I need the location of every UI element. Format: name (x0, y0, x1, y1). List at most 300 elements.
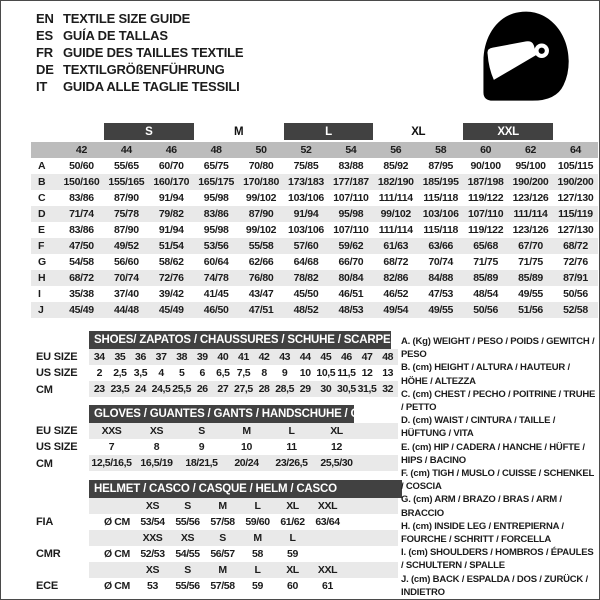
measurement-row (31, 254, 598, 270)
measurement-cell: 52/58 (563, 304, 588, 316)
measurement-cell: 95/98 (203, 224, 229, 236)
helmet-cm-cell: 55/56 (175, 580, 200, 592)
measurement-cell: 45/49 (158, 304, 184, 316)
shoe-size-cell: 10 (299, 367, 311, 379)
measurement-row (31, 206, 598, 222)
shoe-size-cell: 6,5 (216, 367, 230, 379)
legend-item: E. (cm) HIP / CADERA / HANCHE / HÜFTE / HIPS / BACINO (401, 441, 585, 466)
filler-cell (345, 498, 398, 514)
shoe-size-cell: 5 (178, 367, 185, 379)
measurement-row (31, 190, 598, 206)
measurement-cell: 111/114 (378, 224, 413, 236)
shoe-size-cell: 8 (261, 367, 267, 379)
shoe-size-cell: 45 (320, 351, 332, 363)
glove-size-cell: 11 (286, 441, 297, 453)
size-band-xxl: XXL (463, 123, 553, 141)
language-code: ES (36, 28, 53, 43)
size-col: 60 (463, 141, 508, 158)
helmet-cm-cell: 57/58 (210, 516, 235, 528)
measurement-row-label: B (38, 176, 46, 188)
shoe-size-cell: 27,5 (234, 383, 253, 395)
measurement-cell: 107/110 (333, 192, 369, 204)
measurement-row (31, 286, 598, 302)
helmet-cm-cell: 55/56 (175, 516, 200, 528)
shoe-size-cell: 43 (279, 351, 291, 363)
measurement-cell: 48/53 (338, 304, 364, 316)
shoe-size-cell: 3,5 (133, 367, 148, 379)
measurement-cell: 84/88 (428, 272, 454, 284)
measurement-cell: 99/102 (380, 208, 411, 220)
measurement-cell: 103/106 (288, 192, 324, 204)
measurement-cell: 51/56 (518, 304, 543, 316)
measurement-cell: 83/86 (203, 208, 229, 220)
glove-size-cell: S (198, 425, 205, 437)
measurement-cell: 91/94 (158, 224, 184, 236)
shoes-size-table (89, 349, 398, 397)
measurement-cell: 58/62 (158, 256, 184, 268)
measurement-row (31, 158, 598, 174)
helmet-cm-cell: 56/57 (210, 548, 235, 560)
textile-size-table (31, 123, 598, 318)
shoes-section-header: SHOES/ ZAPATOS / CHAUSSURES / SCHUHE / SCARPE (89, 331, 391, 349)
measurement-cell: 46/51 (338, 288, 364, 300)
size-band-m: M (194, 123, 284, 141)
shoe-size-cell: 28,5 (275, 383, 295, 395)
legend-item: G. (cm) ARM / BRAZO / BRAS / ARM / BRACCIO (401, 494, 562, 519)
measurement-row-label: A (38, 160, 46, 172)
measurement-row (31, 222, 598, 238)
measurement-cell: 70/80 (248, 160, 274, 172)
measurement-cell: 70/74 (113, 272, 139, 284)
glove-size-cell: 12,5/16,5 (91, 457, 132, 469)
measurement-cell: 63/66 (428, 240, 454, 252)
measurement-cell: 103/106 (288, 224, 324, 236)
size-band-row (31, 123, 598, 141)
shoe-size-cell: 2 (96, 367, 103, 379)
glove-size-cell: 12 (331, 441, 342, 453)
filler-cell (345, 578, 398, 594)
measurement-cell: 182/190 (377, 176, 414, 188)
legend-item: I. (cm) SHOULDERS / HOMBROS / ÉPAULES / SCHULTERN / SPALLE (401, 547, 594, 572)
guide-title: GUIDA ALLE TAGLIE TESSILI (63, 79, 240, 94)
measurement-cell: 177/187 (332, 176, 369, 188)
filler-cell (359, 455, 398, 471)
measurement-cell: 49/52 (113, 240, 139, 252)
legend-item: D. (cm) WAIST / CINTURA / TAILLE / HÜFTUNG / VITA (401, 415, 556, 440)
measurement-cell: 83/86 (69, 192, 94, 204)
measurement-cell: 85/89 (518, 272, 543, 284)
shoe-size-cell: 23 (93, 383, 105, 395)
size-col: 58 (418, 141, 463, 158)
gloves-size-row (89, 423, 398, 439)
measurement-cell: 80/84 (338, 272, 364, 284)
measurement-cell: 35/38 (69, 288, 94, 300)
shoe-size-cell: 47 (361, 351, 373, 363)
numeric-size-header-row (31, 141, 598, 158)
measurement-cell: 173/183 (288, 176, 324, 188)
gloves-size-table (89, 423, 398, 471)
measurement-cell: 95/98 (338, 208, 364, 220)
gloves-eu-size-label: EU SIZE (36, 425, 78, 437)
helmet-size-cell: M (218, 564, 227, 576)
language-code: EN (36, 11, 54, 26)
helmet-size-cell: M (218, 500, 227, 512)
shoe-size-cell: 12 (361, 367, 373, 379)
measurement-cell: 95/100 (515, 160, 546, 172)
helmet-size-cell: XS (145, 500, 160, 512)
measurement-cell: 47/53 (428, 288, 454, 300)
helmet-ece-values-row (89, 578, 398, 594)
measurement-row-label: D (38, 208, 46, 220)
shoe-size-cell: 30,5 (337, 383, 356, 395)
measurement-cell: 78/82 (293, 272, 319, 284)
helmet-cm-cell: 59/60 (245, 516, 270, 528)
measurement-row-label: F (38, 240, 45, 252)
helmet-size-cell: XXL (317, 564, 338, 576)
shoe-size-cell: 4 (158, 367, 164, 379)
helmet-cmr-sizes-row (89, 530, 398, 546)
measurement-cell: 187/198 (467, 176, 504, 188)
shoe-size-cell: 37 (155, 351, 167, 363)
measurement-cell: 46/50 (203, 304, 229, 316)
language-title-row (36, 78, 243, 95)
shoe-size-cell: 11,5 (337, 367, 356, 379)
shoe-size-cell: 32 (382, 383, 394, 395)
filler-cell (359, 423, 398, 439)
helmet-section-header: HELMET / CASCO / CASQUE / HELM / CASCO (89, 480, 402, 498)
helmet-size-cell: L (254, 500, 261, 512)
measurement-cell: 83/88 (338, 160, 364, 172)
filler-cell (359, 439, 398, 455)
measurement-cell: 85/92 (383, 160, 409, 172)
measurement-cell: 160/170 (153, 176, 190, 188)
measurement-cell: 115/119 (558, 208, 593, 220)
legend-item: F. (cm) TIGH / MUSLO / CUISSE / SCHENKEL / COSCIA (401, 468, 594, 493)
helmet-cmr-label: CMR (36, 548, 61, 560)
measurement-cell: 48/54 (473, 288, 498, 300)
glove-size-cell: 18/21,5 (185, 457, 218, 469)
helmet-fia-sizes-row (89, 498, 398, 514)
shoe-size-cell: 6 (199, 367, 205, 379)
measurement-cell: 46/52 (383, 288, 409, 300)
measurement-cell: 45/50 (293, 288, 319, 300)
measurement-cell: 47/50 (69, 240, 94, 252)
measurement-cell: 55/58 (248, 240, 274, 252)
measurement-cell: 190/200 (512, 176, 549, 188)
language-title-list (36, 10, 243, 95)
measurement-cell: 49/54 (383, 304, 409, 316)
measurement-cell: 74/78 (203, 272, 229, 284)
size-col: 42 (59, 141, 104, 158)
guide-title: GUIDE DES TAILLES TEXTILE (63, 45, 244, 60)
helmet-fia-values-row (89, 514, 398, 530)
size-col: 64 (553, 141, 598, 158)
helmet-size-cell: L (289, 532, 296, 544)
measurement-cell: 55/65 (113, 160, 139, 172)
language-title-row (36, 61, 243, 78)
measurement-cell: 50/56 (473, 304, 498, 316)
helmet-size-cell: S (184, 564, 191, 576)
size-col: 46 (149, 141, 194, 158)
measurement-cell: 43/47 (248, 288, 274, 300)
measurement-cell: 72/76 (563, 256, 588, 268)
measurement-cell: 190/200 (557, 176, 594, 188)
measurement-row-label: G (38, 256, 46, 268)
helmet-size-cell: XS (180, 532, 195, 544)
measurement-cell: 65/75 (203, 160, 229, 172)
helmet-cm-cell: 61/62 (280, 516, 305, 528)
measurement-cell: 115/118 (423, 192, 459, 204)
shoe-size-cell: 35 (114, 351, 126, 363)
measurement-cell: 44/48 (113, 304, 139, 316)
shoes-cm-label: CM (36, 384, 53, 396)
helmet-cm-cell: 54/55 (175, 548, 200, 560)
shoe-size-cell: 10,5 (316, 367, 336, 379)
measurement-cell: 49/55 (428, 304, 454, 316)
glove-size-cell: XS (149, 425, 164, 437)
helmet-ece-label: ECE (36, 580, 59, 592)
helmet-size-table (89, 498, 398, 594)
measurement-cell: 51/54 (158, 240, 184, 252)
measurement-cell: 71/74 (69, 208, 94, 220)
measurement-cell: 62/66 (248, 256, 274, 268)
measurement-cell: 66/70 (338, 256, 364, 268)
helmet-cm-cell: 60 (287, 580, 298, 592)
shoe-size-cell: 27 (217, 383, 229, 395)
measurement-cell: 155/165 (108, 176, 145, 188)
measurement-cell: 47/51 (248, 304, 274, 316)
measurement-cell: 64/68 (293, 256, 319, 268)
language-title-row (36, 44, 243, 61)
shoe-size-cell: 9 (281, 367, 288, 379)
measurement-cell: 85/89 (473, 272, 498, 284)
helmet-size-cell: S (184, 500, 191, 512)
measurement-cell: 99/102 (245, 192, 277, 204)
guide-title: GUÍA DE TALLAS (63, 28, 168, 43)
measurement-cell: 70/74 (428, 256, 454, 268)
diameter-unit-label: Ø CM (104, 516, 130, 528)
measurement-cell: 60/64 (203, 256, 229, 268)
measurement-cell: 83/86 (69, 224, 94, 236)
helmet-size-cell (310, 530, 345, 546)
shoes-size-row (89, 381, 398, 397)
helmet-size-cell: L (254, 564, 261, 576)
measurement-cell: 57/60 (293, 240, 319, 252)
measurement-cell: 91/94 (158, 192, 184, 204)
measurement-cell: 95/98 (203, 192, 229, 204)
shoe-size-cell: 31,5 (357, 383, 377, 395)
measurement-cell: 119/122 (467, 192, 504, 204)
shoe-size-cell: 41 (238, 351, 249, 363)
measurement-cell: 68/72 (383, 256, 409, 268)
helmet-cmr-values-row (89, 546, 398, 562)
shoe-size-cell: 30 (320, 383, 332, 395)
measurement-cell: 68/72 (563, 240, 588, 252)
shoe-size-cell: 25,5 (172, 383, 192, 395)
measurement-cell: 87/90 (113, 192, 139, 204)
measurement-cell: 111/114 (513, 208, 548, 220)
helmet-cm-cell: 63/64 (315, 516, 340, 528)
language-code: FR (36, 45, 53, 60)
racing-helmet-icon (463, 5, 585, 109)
helmet-size-cell: XXS (142, 532, 163, 544)
glove-size-cell: M (242, 425, 251, 437)
legend-item: J. (cm) BACK / ESPALDA / DOS / ZURÜCK / INDIETRO (401, 573, 588, 598)
measurement-cell: 82/86 (383, 272, 409, 284)
helmet-size-cell: XL (286, 564, 299, 576)
measurement-cell: 127/130 (557, 192, 594, 204)
measurement-cell: 76/80 (248, 272, 274, 284)
measurement-cell: 119/122 (467, 224, 504, 236)
measurement-cell: 150/160 (63, 176, 100, 188)
helmet-size-cell: XXL (317, 500, 338, 512)
shoes-size-row (89, 349, 398, 365)
measurement-cell: 68/72 (69, 272, 94, 284)
size-col: 62 (508, 141, 553, 158)
size-col: 44 (104, 141, 149, 158)
measurement-cell: 123/126 (512, 224, 549, 236)
filler-cell (345, 530, 398, 546)
helmet-fia-label: FIA (36, 516, 54, 528)
shoe-size-cell: 7,5 (236, 367, 251, 379)
shoe-size-cell: 23,5 (110, 383, 130, 395)
measurement-row (31, 302, 598, 318)
helmet-cm-cell: 61 (322, 580, 333, 592)
glove-size-cell: L (288, 425, 295, 437)
shoes-size-row (89, 365, 398, 381)
filler-cell (345, 546, 398, 562)
measurement-cell: 91/94 (293, 208, 319, 220)
measurement-row-label: I (38, 288, 41, 300)
measurement-row (31, 174, 598, 190)
measurement-cell: 75/78 (113, 208, 139, 220)
measurement-cell: 170/180 (243, 176, 279, 188)
shoe-size-cell: 39 (196, 351, 208, 363)
language-title-row (36, 27, 243, 44)
glove-size-cell: XL (330, 425, 343, 437)
helmet-cm-cell: 53/54 (140, 516, 165, 528)
gloves-section-header: GLOVES / GUANTES / GANTS / HANDSCHUHE / GUANTI (89, 405, 354, 423)
shoe-size-cell: 26 (196, 383, 208, 395)
size-col: 56 (373, 141, 418, 158)
glove-size-cell: 20/24 (234, 457, 259, 469)
measurement-cell: 79/82 (158, 208, 184, 220)
measurement-cell: 48/52 (293, 304, 319, 316)
shoe-size-cell: 28 (258, 383, 270, 395)
shoe-size-cell: 24 (135, 383, 146, 395)
measurement-row-label: E (38, 224, 45, 236)
helmet-cm-cell: 59 (252, 580, 263, 592)
size-col: 52 (284, 141, 329, 158)
shoe-size-cell: 40 (217, 351, 229, 363)
size-col: 50 (239, 141, 284, 158)
glove-size-cell: 25,5/30 (320, 457, 353, 469)
measurement-cell: 123/126 (512, 192, 549, 204)
glove-size-cell: 10 (241, 441, 252, 453)
measurement-cell: 37/40 (113, 288, 139, 300)
measurement-cell: 45/49 (69, 304, 94, 316)
glove-size-cell: 8 (153, 441, 160, 453)
helmet-cm-cell: 57/58 (210, 580, 235, 592)
filler-cell (345, 562, 398, 578)
measurement-row (31, 238, 598, 254)
size-col: 48 (194, 141, 239, 158)
language-code: IT (36, 79, 48, 94)
measurement-cell: 87/90 (248, 208, 274, 220)
measurement-cell: 87/90 (113, 224, 139, 236)
legend-item: A. (Kg) WEIGHT / PESO / POIDS / GEWITCH / PESO (401, 336, 595, 361)
measurement-cell: 50/60 (69, 160, 94, 172)
measurement-cell: 185/195 (422, 176, 459, 188)
shoe-size-cell: 38 (176, 351, 188, 363)
measurement-cell: 72/76 (158, 272, 184, 284)
measurement-cell: 105/115 (557, 160, 594, 172)
glove-size-cell: 23/26,5 (275, 457, 308, 469)
gloves-us-size-label: US SIZE (36, 441, 78, 453)
measurement-row (31, 270, 598, 286)
glove-size-cell: 16,5/19 (140, 457, 173, 469)
measurement-cell: 103/106 (422, 208, 459, 220)
measurement-cell: 39/42 (158, 288, 184, 300)
shoe-size-cell: 46 (340, 351, 352, 363)
glove-size-cell: 7 (108, 441, 115, 453)
shoe-size-cell: 42 (258, 351, 270, 363)
measurement-cell: 41/45 (203, 288, 229, 300)
glove-size-cell: XXS (101, 425, 122, 437)
legend-item: B. (cm) HEIGHT / ALTURA / HAUTEUR / HÖHE / ALTEZZA (401, 362, 570, 387)
diameter-unit-label: Ø CM (104, 548, 130, 560)
measurement-cell: 111/114 (378, 192, 413, 204)
shoe-size-cell: 13 (382, 367, 394, 379)
measurement-row-label: H (38, 272, 46, 284)
shoe-size-cell: 34 (93, 351, 105, 363)
size-col: 54 (328, 141, 373, 158)
measurement-cell: 65/68 (473, 240, 498, 252)
measurement-row-label: C (38, 192, 46, 204)
helmet-cm-cell: 59 (287, 548, 298, 560)
language-code: DE (36, 62, 54, 77)
language-title-row (36, 10, 243, 27)
measurement-cell: 87/95 (428, 160, 454, 172)
gloves-size-row (89, 439, 398, 455)
measurement-cell: 165/175 (198, 176, 235, 188)
shoe-size-cell: 29 (299, 383, 311, 395)
helmet-size-cell: XL (286, 500, 299, 512)
filler-cell (345, 514, 398, 530)
measurement-cell: 71/75 (518, 256, 543, 268)
helmet-cm-cell (310, 546, 345, 562)
gloves-cm-label: CM (36, 458, 53, 470)
measurement-cell: 90/100 (470, 160, 501, 172)
shoe-size-cell: 44 (299, 351, 311, 363)
shoe-size-cell: 2,5 (113, 367, 127, 379)
measurement-cell: 99/102 (245, 224, 277, 236)
measurement-cell: 127/130 (557, 224, 594, 236)
measurement-cell: 53/56 (203, 240, 229, 252)
guide-title: TEXTILE SIZE GUIDE (63, 11, 191, 26)
shoe-size-cell: 48 (382, 351, 394, 363)
shoe-size-cell: 24,5 (151, 383, 171, 395)
measurement-cell: 67/70 (518, 240, 543, 252)
measurement-cell: 50/56 (563, 288, 588, 300)
measurement-legend (401, 335, 598, 599)
legend-item: H. (cm) INSIDE LEG / ENTREPIERNA / FOURCHE / SCHRITT / FORCELLA (401, 520, 564, 546)
shoe-size-cell: 36 (135, 351, 146, 363)
helmet-cm-cell: 58 (252, 548, 263, 560)
helmet-cm-cell: 52/53 (140, 548, 165, 560)
glove-size-cell: 9 (198, 441, 205, 453)
size-band-xl: XL (373, 123, 463, 141)
